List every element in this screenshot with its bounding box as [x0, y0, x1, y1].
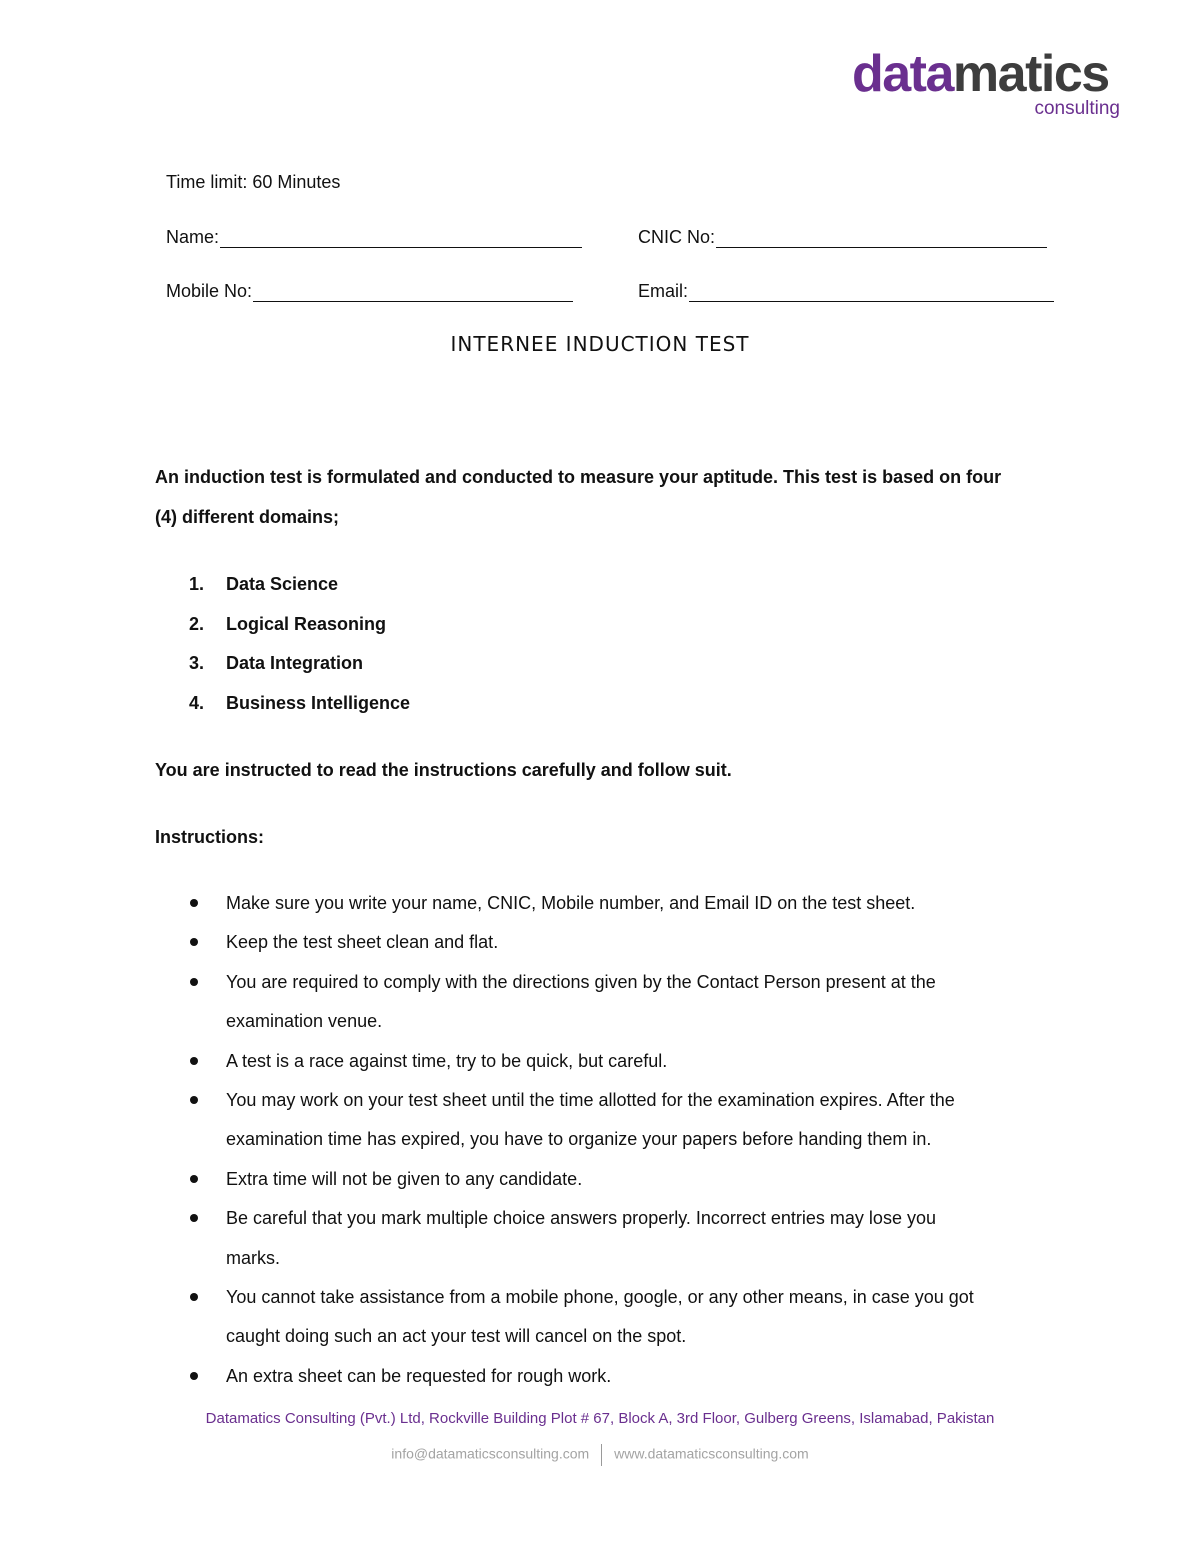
email-label: Email:	[638, 281, 689, 301]
page-title: INTERNEE INDUCTION TEST	[450, 332, 750, 356]
bullet-icon	[190, 899, 198, 907]
list-item: 4. Business Intelligence	[189, 692, 411, 713]
list-item: 2. Logical Reasoning	[189, 613, 387, 634]
logo-subtitle: consulting	[1034, 98, 1120, 119]
email-underline[interactable]	[689, 283, 1054, 302]
list-item: Extra time will not be given to any candidate.	[155, 1160, 985, 1199]
cnic-label: CNIC No:	[638, 227, 716, 247]
cnic-field[interactable]	[638, 226, 1047, 248]
logo-wordmark: datamatics	[852, 45, 1109, 103]
bullet-icon	[190, 938, 198, 946]
list-item: An extra sheet can be requested for rough work.	[155, 1357, 985, 1396]
list-item: You may work on your test sheet until the time allotted for the examination expires. After the examination time has expired, you have to organize your papers before handing them in.	[155, 1081, 985, 1160]
bullet-icon	[190, 978, 198, 986]
list-item: Keep the test sheet clean and flat.	[155, 923, 985, 962]
list-item: 3. Data Integration	[189, 653, 364, 673]
instructions-list	[155, 884, 985, 1396]
instructions-heading: Instructions:	[155, 827, 265, 847]
mobile-label: Mobile No:	[166, 281, 253, 301]
domain-list	[155, 565, 1055, 723]
email-field[interactable]	[638, 280, 1054, 302]
bullet-icon	[190, 1057, 198, 1065]
footer-address: Datamatics Consulting (Pvt.) Ltd, Rockville Building Plot # 67, Block A, 3rd Floor, Gulberg Greens, Islamabad, Pakistan	[205, 1410, 995, 1427]
footer-email[interactable]: info@datamaticsconsulting.com	[391, 1445, 590, 1462]
footer-divider	[601, 1444, 602, 1466]
footer-website[interactable]: www.datamaticsconsulting.com	[614, 1445, 809, 1462]
mobile-field[interactable]	[166, 280, 573, 302]
name-field[interactable]	[166, 226, 582, 248]
bullet-icon	[190, 1214, 198, 1222]
list-item: Make sure you write your name, CNIC, Mobile number, and Email ID on the test sheet.	[155, 884, 985, 923]
list-item: A test is a race against time, try to be quick, but careful.	[155, 1042, 985, 1081]
name-label: Name:	[166, 227, 220, 247]
list-item: Be careful that you mark multiple choice answers properly. Incorrect entries may lose you marks.	[155, 1199, 985, 1278]
list-item: 1. Data Science	[189, 574, 339, 594]
footer-contacts	[0, 1444, 1200, 1466]
bullet-icon	[190, 1175, 198, 1183]
company-logo	[852, 44, 1124, 124]
bullet-icon	[190, 1372, 198, 1380]
intro-line-1: An induction test is formulated and conducted to measure your aptitude. This test is based on four	[155, 467, 1002, 487]
bullet-icon	[190, 1096, 198, 1104]
intro-line-2: (4) different domains;	[155, 507, 340, 527]
list-item: You cannot take assistance from a mobile phone, google, or any other means, in case you got caught doing such an act your test will cancel on the spot.	[155, 1278, 985, 1357]
cnic-underline[interactable]	[716, 229, 1047, 248]
bullet-icon	[190, 1293, 198, 1301]
list-item: You are required to comply with the directions given by the Contact Person present at the examination venue.	[155, 963, 985, 1042]
mobile-underline[interactable]	[253, 283, 573, 302]
name-underline[interactable]	[220, 229, 582, 248]
time-limit: Time limit: 60 Minutes	[166, 172, 341, 192]
instruct-line: You are instructed to read the instructions carefully and follow suit.	[155, 760, 732, 780]
